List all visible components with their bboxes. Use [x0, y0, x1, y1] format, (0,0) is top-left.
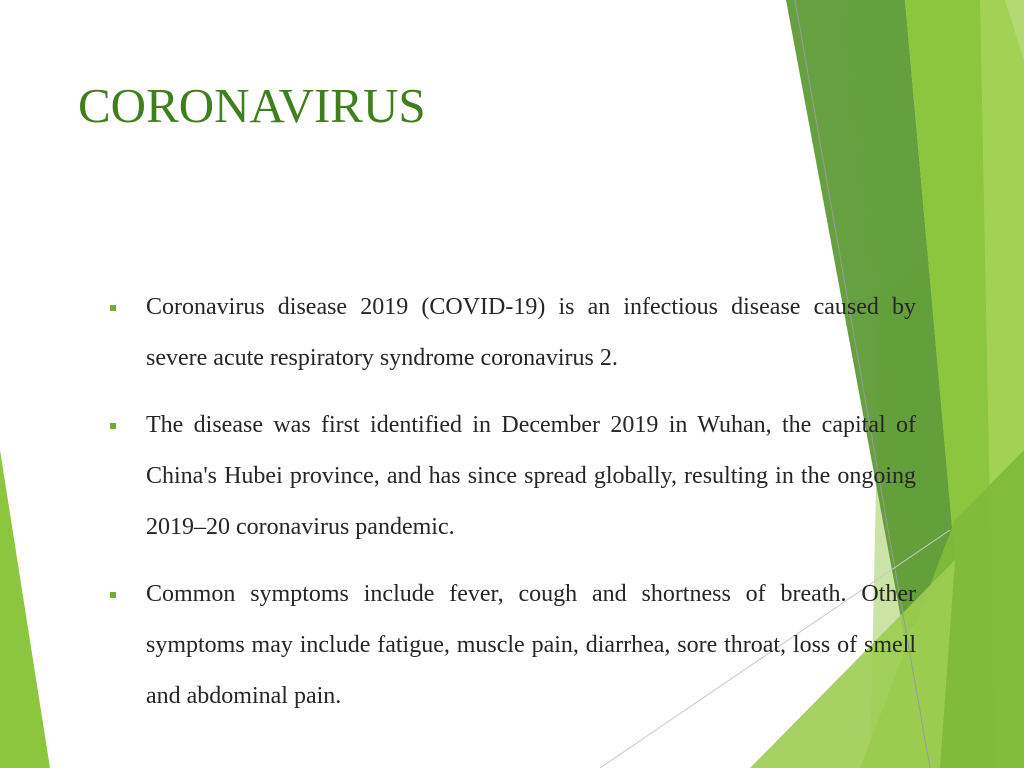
- square-bullet-icon: [110, 305, 116, 311]
- bullet-item-origin: [108, 400, 916, 553]
- bullet-list: [108, 282, 916, 738]
- left-edge-accent: [0, 450, 50, 768]
- square-bullet-icon: [110, 423, 116, 429]
- bullet-text: Common symptoms include fever, cough and shortness of breath. Other symptoms may include fatigue, muscle pain, diarrhea, sore throat, loss of smell and abdominal pain.: [146, 581, 916, 709]
- bullet-item-covid-definition: [108, 282, 916, 384]
- square-bullet-icon: [110, 592, 116, 598]
- bullet-item-symptoms: [108, 569, 916, 722]
- bullet-text: Coronavirus disease 2019 (COVID-19) is an infectious disease caused by severe acute respiratory syndrome coronavirus 2.: [146, 294, 916, 371]
- bullet-text: The disease was first identified in December 2019 in Wuhan, the capital of China's Hubei province, and has since spread globally, resulting in the ongoing 2019–20 coronavirus pandemic.: [146, 412, 916, 540]
- slide-title: CORONAVIRUS: [78, 78, 426, 133]
